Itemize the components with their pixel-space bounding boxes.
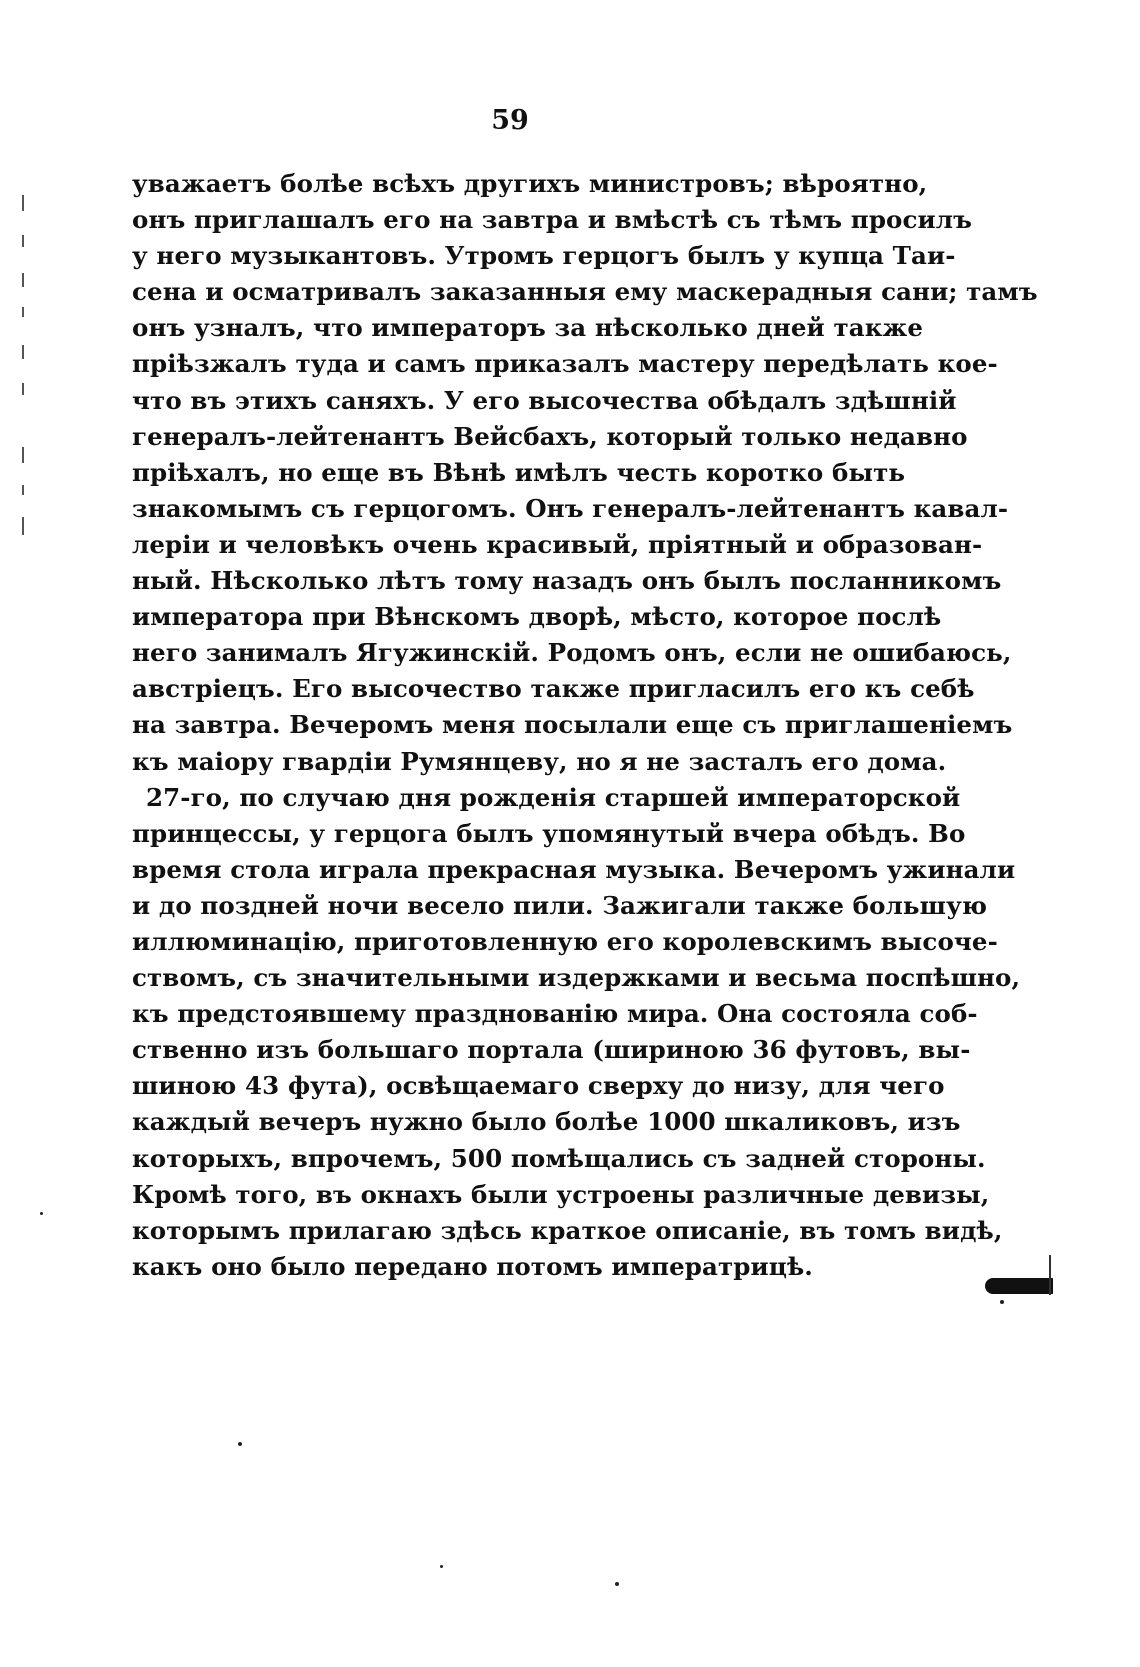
text-line: ствомъ, съ значительными издержками и весьма поспѣшно, — [132, 963, 1021, 993]
text-line: и до поздней ночи весело пили. Зажигали также большую — [132, 890, 988, 920]
scan-ink-blot — [985, 1278, 1053, 1294]
text-line: пріѣхалъ, но еще въ Вѣнѣ имѣлъ честь коротко быть — [132, 457, 906, 487]
text-line: какъ оно было передано потомъ императрицѣ. — [132, 1251, 813, 1281]
text-line: императора при Вѣнскомъ дворѣ, мѣсто, которое послѣ — [132, 602, 942, 632]
text-line: генералъ-лейтенантъ Вейсбахъ, который только недавно — [132, 421, 968, 451]
text-line: ственно изъ большаго портала (шириною 36 футовъ, вы- — [132, 1035, 971, 1065]
text-line: у него музыкантовъ. Утромъ герцогъ былъ у купца Таи- — [132, 241, 956, 271]
text-line: къ предстоявшему празднованію мира. Она состояла соб- — [132, 999, 978, 1029]
page-number: 59 — [491, 105, 529, 136]
text-line: каждый вечеръ нужно было болѣе 1000 шкаликовъ, изъ — [132, 1107, 961, 1137]
text-line: онъ приглашалъ его на завтра и вмѣстѣ съ тѣмъ просилъ — [132, 205, 973, 235]
text-line: ный. Нѣсколько лѣтъ тому назадъ онъ былъ посланникомъ — [132, 566, 1002, 596]
text-line: уважаетъ болѣе всѣхъ другихъ министровъ; вѣроятно, — [132, 169, 928, 198]
text-line: него занималъ Ягужинскій. Родомъ онъ, если не ошибаюсь, — [132, 638, 1012, 668]
paragraph-first-line: 27-го, по случаю дня рожденія старшей императорской — [146, 782, 961, 812]
text-line: принцессы, у герцога былъ упомянутый вчера обѣдъ. Во — [132, 818, 966, 848]
text-line: пріѣзжалъ туда и самъ приказалъ мастеру передѣлать кое- — [132, 349, 998, 379]
text-line: которыхъ, впрочемъ, 500 помѣщались съ задней стороны. — [132, 1143, 986, 1173]
scan-speck — [238, 1442, 242, 1446]
text-line: знакомымъ съ герцогомъ. Онъ генералъ-лейтенантъ кавал- — [132, 493, 1009, 523]
scan-speck — [615, 1582, 619, 1586]
text-line: на завтра. Вечеромъ меня посылали еще съ приглашеніемъ — [132, 710, 1013, 740]
text-line: Кромѣ того, въ окнахъ были устроены различные девизы, — [132, 1179, 990, 1209]
scan-edge-mark — [1049, 1255, 1051, 1295]
text-line: время стола играла прекрасная музыка. Вечеромъ ужинали — [132, 854, 1016, 884]
text-line: сена и осматривалъ заказанныя ему маскерадныя сани; тамъ — [132, 277, 1038, 307]
scan-margin-marks — [22, 195, 28, 555]
scan-speck — [1000, 1300, 1004, 1304]
text-line: австріецъ. Его высочество также пригласилъ его къ себѣ — [132, 674, 975, 704]
scan-speck — [440, 1565, 443, 1568]
text-line: къ маіору гвардіи Румянцеву, но я не засталъ его дома. — [132, 746, 947, 776]
body-text — [132, 166, 1038, 1285]
scan-speck — [40, 1212, 43, 1215]
text-line: которымъ прилагаю здѣсь краткое описаніе, въ томъ видѣ, — [132, 1215, 1003, 1245]
text-line: иллюминацію, приготовленную его королевскимъ высоче- — [132, 926, 998, 956]
text-line: что въ этихъ саняхъ. У его высочества обѣдалъ здѣшній — [132, 385, 957, 415]
text-line: шиною 43 фута), освѣщаемаго сверху до низу, для чего — [132, 1071, 945, 1101]
text-line: онъ узналъ, что императоръ за нѣсколько дней также — [132, 313, 924, 343]
text-line: леріи и человѣкъ очень красивый, пріятный и образован- — [132, 529, 983, 559]
